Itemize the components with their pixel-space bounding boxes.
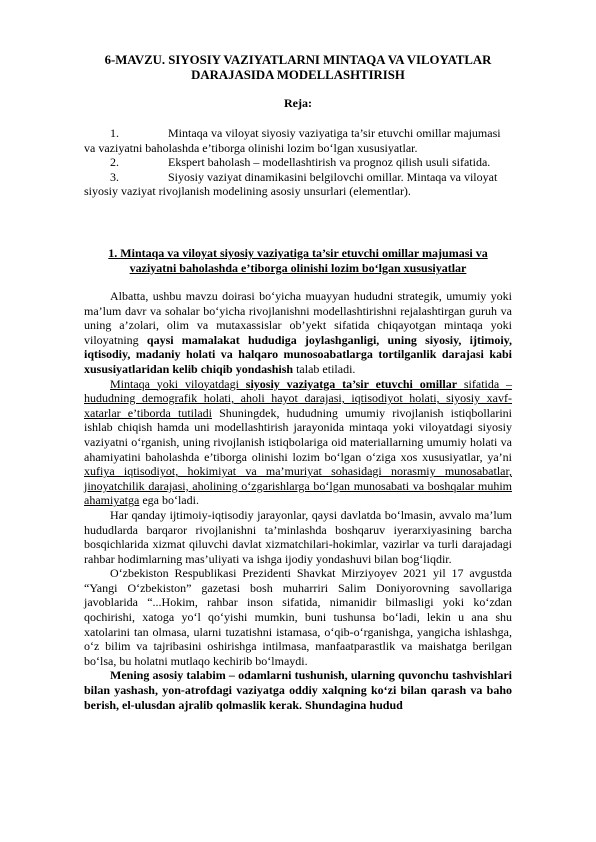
paragraph	[84, 289, 512, 377]
paragraph-text: ega bo‘ladi.	[139, 493, 199, 508]
paragraph: O‘zbekiston Respublikasi Prezidenti Shavkat Mirziyoyev 2021 yil 17 avgustda “Yangi O‘zbekiston” gazetasi bosh muharriri Salim Doniyorovning savollariga javoblarida “...Hokim, rahbar inson sifatida, nimanidir bilmasligi yoki ko‘zdan qochirishi, xatoga yo‘l qo‘yishi mumkin, buni tushunsa bo‘ladi, lekin u ana shu xatolarini tan olmasa, ularni tuzatishni istamasa, o‘qib-o‘rganishga, yangicha ishlashga, o‘z bilim va tajribasini oshirishga intilmasa, manfaatparastlik va maishatga berilgan bo‘lsa, bu holatni mutlaqo kechirib bo‘lmaydi.	[84, 566, 512, 668]
paragraph-text: talab etiladi.	[293, 361, 356, 376]
plan-item-text: Mintaqa va viloyat siyosiy vaziyatiga ta’sir etuvchi omillar majumasi va vaziyatni baholashda e’tiborga olinishi lozim bo‘lgan xususiyatlar.	[84, 126, 501, 155]
paragraph-text: Shuningdek, hududning umumiy rivojlanish istiqbollarini ishlab chiqish hamda uni modellashtirish jarayonida mintaqa yoki viloyatdagi siyosiy vaziyatni o‘rganish, uning rivojlanish istiqbolariga oid materiallarning umumiy holati va ahamiyatini baholashda e’tiborga olinishi lozim bo‘lgan o‘ziga xos xususiyatlar, ya’ni	[84, 405, 512, 464]
bold-text: qaysi mamalakat hududiga joylashganligi, uning siyosiy, ijtimoiy, iqtisodiy, madaniy holati va halqaro munosoabatlarga tortilganlik darajasi kabi xususiyatlaridan kelib chiqib yondashish	[84, 332, 512, 376]
paragraph-text: Albatta, ushbu mavzu doirasi bo‘yicha muayyan hududni strategik, umumiy yoki ma’lum davr va sohalar bo‘yicha rivojlanishni modellashtirishni rejalashtirgan guruh va uning a’zolari, olim va mutaxassislar ob’yekt sifatida chiqayotgan mintaqa yoki viloyatning	[84, 289, 512, 347]
plan-item-number: 1.	[110, 126, 119, 140]
plan-item-number: 2.	[110, 155, 119, 170]
plan-item	[84, 126, 512, 155]
paragraph	[84, 377, 512, 508]
underlined-text: sifatida – hududning demografik holati, aholi hayot darajasi, iqtisodiyot holati, siyosiy xavf-xatarlar e’tiborda tutiladi	[84, 376, 513, 420]
paragraph: Mening asosiy talabim – odamlarni tushunish, ularning quvonchu tashvishlari bilan yashash, yon-atrofdagi vaziyatga oddiy xalqning ko‘zi bilan qarash va baho berish, el-ulusdan ajralib qolmaslik kerak. Shundagina hudud	[84, 668, 512, 712]
section-heading: 1. Mintaqa va viloyat siyosiy vaziyatiga ta’sir etuvchi omillar majumasi va vaziyatni baholashda e’tiborga olinishi lozim bo‘lgan xususiyatlar	[108, 246, 488, 275]
underlined-text: xufiya iqtisodiyot, hokimiyat va ma’muriyat sohasidagi norasmiy munosabatlar, jinoyatchilik darajasi, aholining o‘zgarishlarga bo‘lgan munosabati va boshqalar muhim ahamiyatga	[84, 464, 512, 508]
plan-item	[84, 155, 512, 170]
plan-item-number: 3.	[110, 169, 119, 184]
plan-item-text: Siyosiy vaziyat dinamikasini belgilovchi omillar. Mintaqa va viloyat siyosiy vaziyat rivojlanish modelining asosiy unsurlari (elementlar).	[84, 169, 498, 199]
plan-item-text: Ekspert baholash – modellashtirish va prognoz qilish usuli sifatida.	[168, 155, 491, 170]
plan-item	[84, 170, 512, 199]
document-title: 6-MAVZU. SIYOSIY VAZIYATLARNI MINTAQA VA VILOYATLAR DARAJASIDA MODELLASHTIRISH	[104, 53, 492, 82]
plan-heading: Reja:	[284, 96, 312, 110]
underlined-text: Mintaqa yoki viloyatdagi	[110, 376, 246, 391]
plan-list	[84, 126, 512, 199]
section-body	[84, 289, 512, 712]
paragraph: Har qanday ijtimoiy-iqtisodiy jarayonlar, qaysi davlatda bo‘lmasin, avvalo ma’lum hududlarda barqaror rivojlanishni ta’minlashda boshqaruv iyerarxiyasining barcha bosqichlarida xizmat qiluvchi davlat xizmatchilari-hokimlar, vazirlar va turli darajadagi rahbar hodimlarning mas’uliyati va ishga ijodiy yondashuvi bilan bog‘liqdir.	[84, 507, 512, 566]
bold-underlined-text: siyosiy vaziyatga ta’sir etuvchi omillar	[245, 376, 458, 391]
